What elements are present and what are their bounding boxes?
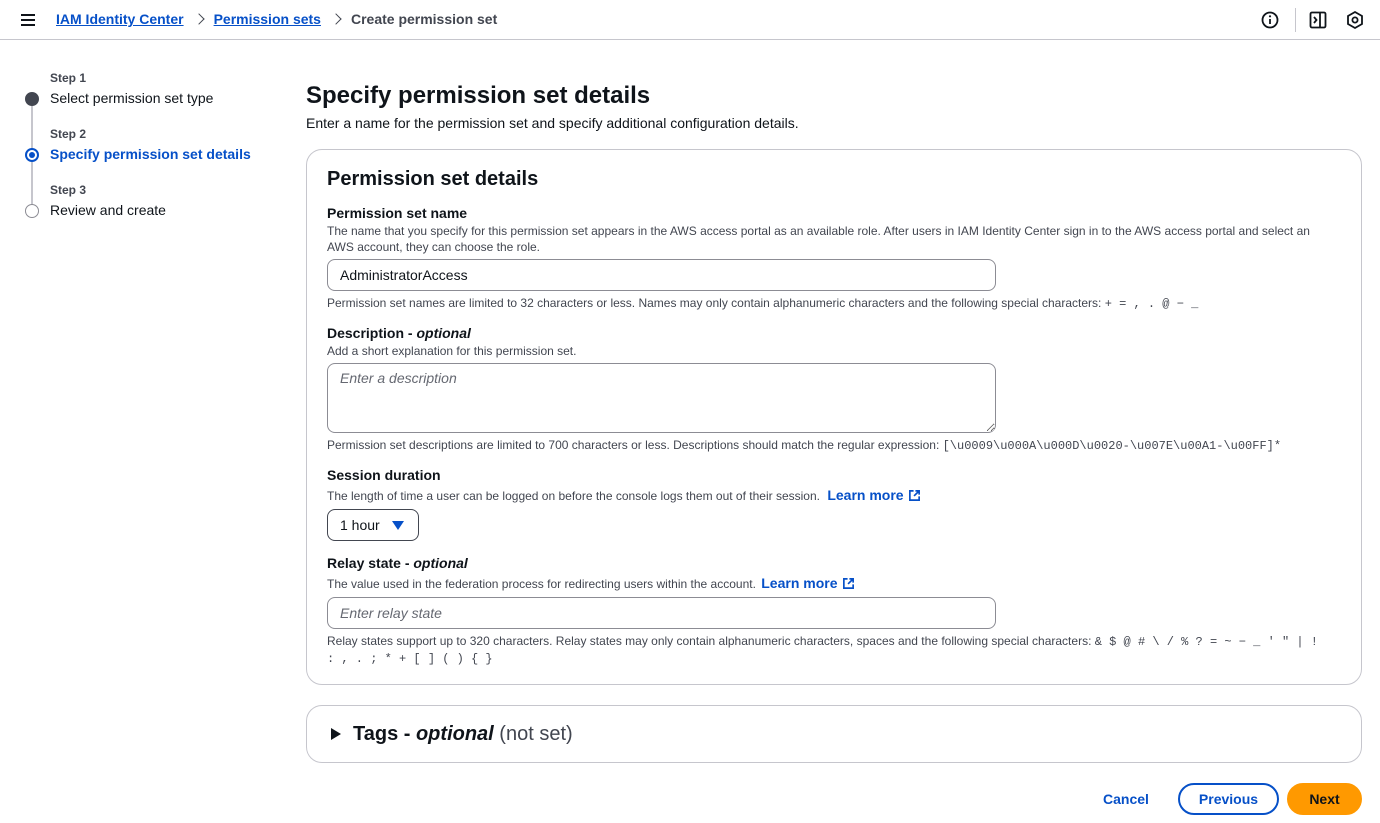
step-number: Step 3	[50, 183, 87, 197]
constraint-chars: & $ @ # \ / % ? = ~ − _ ' " | !	[1094, 635, 1318, 649]
label-text: Relay state -	[327, 555, 414, 571]
relay-state-input[interactable]	[327, 597, 996, 629]
link-text: Learn more	[827, 487, 904, 503]
description-line: The name that you specify for this permission set appears in the AWS access portal as an available role. After users in IAM Identity Center sign in to the AWS access portal and select an	[327, 224, 1310, 238]
step-current-icon	[25, 148, 39, 162]
panel-icon[interactable]	[1308, 10, 1328, 30]
breadcrumb	[56, 10, 497, 28]
constraint-text: Permission set descriptions are limited to 700 characters or less. Descriptions should match the regular expression:	[327, 438, 943, 452]
step-1[interactable]	[24, 70, 284, 126]
wizard-steps	[24, 70, 284, 238]
description-label	[327, 325, 471, 341]
tags-label: Tags -	[353, 723, 416, 745]
constraint-chars: + = , . @ − _	[1104, 297, 1199, 311]
step-title: Select permission set type	[50, 90, 214, 106]
description-text: The length of time a user can be logged on before the console logs them out of their session.	[327, 489, 820, 503]
breadcrumb-current: Create permission set	[350, 11, 498, 27]
breadcrumb-iam-identity-center[interactable]: IAM Identity Center	[56, 11, 184, 27]
previous-button[interactable]: Previous	[1178, 783, 1279, 815]
label-text: Description -	[327, 325, 417, 341]
external-link-icon	[842, 577, 855, 590]
tags-title	[353, 723, 573, 746]
selected-value: 1 hour	[340, 517, 380, 533]
step-title: Specify permission set details	[50, 146, 251, 162]
toolbar-divider	[1295, 8, 1296, 32]
page-title: Specify permission set details	[306, 82, 651, 109]
top-navigation-bar	[0, 0, 1380, 40]
external-link-icon	[908, 489, 921, 502]
next-button[interactable]: Next	[1287, 783, 1362, 815]
breadcrumb-permission-sets[interactable]: Permission sets	[213, 11, 321, 27]
tags-status: (not set)	[499, 723, 573, 745]
page-subtitle: Enter a name for the permission set and specify additional configuration details.	[306, 115, 799, 131]
step-number: Step 2	[50, 127, 87, 141]
constraint-text: Permission set names are limited to 32 characters or less. Names may only contain alphanumeric characters and the following special characters:	[327, 296, 1105, 310]
constraint-regex: [\u0009\u000A\u000D\u0020-\u007E\u00A1-\u00FF]*	[942, 439, 1282, 453]
menu-icon[interactable]	[18, 10, 38, 30]
relay-state-constraint	[327, 633, 1347, 667]
step-2	[24, 126, 284, 182]
chevron-right-icon	[321, 10, 351, 28]
session-duration-label: Session duration	[327, 467, 441, 483]
tags-expandable-section[interactable]	[306, 705, 1362, 763]
constraint-chars: : , . ; * + [ ] ( ) { }	[327, 652, 493, 666]
session-duration-select[interactable]	[327, 509, 419, 541]
optional-label: optional	[413, 555, 468, 571]
relay-state-label	[327, 555, 468, 571]
step-3	[24, 182, 284, 238]
optional-label: optional	[416, 325, 471, 341]
session-learn-more-link[interactable]	[827, 487, 920, 503]
description-line: AWS account, they can choose the role.	[327, 240, 541, 254]
description-textarea[interactable]	[327, 363, 996, 433]
caret-right-icon	[331, 728, 341, 740]
permission-set-name-label: Permission set name	[327, 205, 468, 221]
permission-set-name-description	[327, 223, 1347, 255]
session-duration-description	[327, 487, 921, 504]
card-title: Permission set details	[327, 168, 539, 190]
step-pending-icon	[25, 204, 39, 218]
cancel-button[interactable]: Cancel	[1092, 783, 1160, 815]
relay-learn-more-link[interactable]	[761, 575, 854, 591]
permission-set-name-input[interactable]	[327, 259, 996, 291]
permission-set-name-constraint	[327, 295, 1198, 312]
description-help: Add a short explanation for this permission set.	[327, 344, 577, 358]
step-number: Step 1	[50, 71, 87, 85]
description-text: The value used in the federation process for redirecting users within the account.	[327, 577, 756, 591]
caret-down-icon	[392, 521, 404, 530]
chevron-right-icon	[184, 10, 214, 28]
settings-hex-icon[interactable]	[1345, 10, 1365, 30]
constraint-text: Relay states support up to 320 characters. Relay states may only contain alphanumeric characters, spaces and the following special characters:	[327, 634, 1095, 648]
step-complete-icon	[25, 92, 39, 106]
info-icon[interactable]	[1260, 10, 1280, 30]
step-title: Review and create	[50, 202, 166, 218]
link-text: Learn more	[761, 575, 838, 591]
permission-set-details-card	[306, 149, 1362, 685]
relay-state-description	[327, 575, 855, 592]
optional-label: optional	[415, 723, 494, 745]
description-constraint	[327, 437, 1281, 454]
